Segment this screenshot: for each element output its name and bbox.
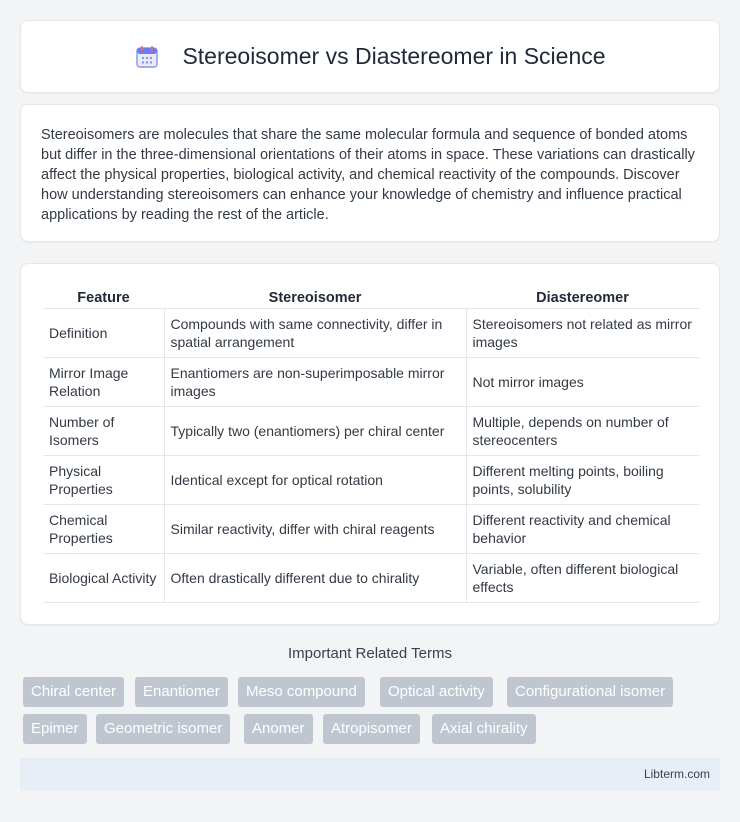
- header-stereoisomer: Stereoisomer: [164, 286, 466, 308]
- header-feature: Feature: [43, 286, 164, 308]
- stereoisomer-cell: Typically two (enantiomers) per chiral center: [164, 406, 466, 455]
- comparison-table: [43, 286, 699, 603]
- stereoisomer-cell: Often drastically different due to chirality: [164, 553, 466, 602]
- related-terms-title: Important Related Terms: [288, 645, 452, 662]
- related-tag-chiral-center[interactable]: Chiral center: [23, 677, 124, 707]
- intro-card: [20, 104, 720, 242]
- related-tag-configurational-isomer[interactable]: Configurational isomer: [507, 677, 673, 707]
- table-header-row: [43, 286, 699, 308]
- stereoisomer-cell: Identical except for optical rotation: [164, 455, 466, 504]
- related-tag-atropisomer[interactable]: Atropisomer: [323, 714, 420, 744]
- related-tag-anomer[interactable]: Anomer: [244, 714, 313, 744]
- related-tag-meso-compound[interactable]: Meso compound: [238, 677, 365, 707]
- diastereomer-cell: Different reactivity and chemical behavior: [466, 504, 699, 553]
- feature-cell: Number of Isomers: [43, 406, 164, 455]
- related-tag-epimer[interactable]: Epimer: [23, 714, 87, 744]
- intro-paragraph: Stereoisomers are molecules that share the same molecular formula and sequence of bonded atoms but differ in the three-dimensional orientations of their atoms in space. These variations can drastically affect the physical properties, biological activity, and chemical reactivity of the compounds. Discover how understanding stereoisomers can enhance your knowledge of chemistry and influence practical applications by reading the rest of the article.: [41, 127, 695, 223]
- diastereomer-cell: Different melting points, boiling points, solubility: [466, 455, 699, 504]
- table-row: [43, 504, 699, 553]
- stereoisomer-cell: Similar reactivity, differ with chiral reagents: [164, 504, 466, 553]
- related-tag-enantiomer[interactable]: Enantiomer: [135, 677, 228, 707]
- title-card: [20, 20, 720, 93]
- header-diastereomer: Diastereomer: [466, 286, 699, 308]
- stereoisomer-cell: Enantiomers are non-superimposable mirror images: [164, 357, 466, 406]
- related-tag-axial-chirality[interactable]: Axial chirality: [432, 714, 536, 744]
- feature-cell: Physical Properties: [43, 455, 164, 504]
- table-row: [43, 553, 699, 602]
- table-row: [43, 357, 699, 406]
- feature-cell: Mirror Image Relation: [43, 357, 164, 406]
- diastereomer-cell: Multiple, depends on number of stereocenters: [466, 406, 699, 455]
- feature-cell: Biological Activity: [43, 553, 164, 602]
- footer-brand-link[interactable]: Libterm.com: [643, 767, 710, 781]
- table-row: [43, 308, 699, 357]
- feature-cell: Definition: [43, 308, 164, 357]
- related-tag-geometric-isomer[interactable]: Geometric isomer: [96, 714, 230, 744]
- footer: [20, 758, 720, 791]
- calendar-icon: [134, 44, 160, 70]
- comparison-card: [20, 263, 720, 625]
- feature-cell: Chemical Properties: [43, 504, 164, 553]
- diastereomer-cell: Not mirror images: [466, 357, 699, 406]
- page-title: Stereoisomer vs Diastereomer in Science: [182, 43, 606, 69]
- diastereomer-cell: Stereoisomers not related as mirror images: [466, 308, 699, 357]
- table-row: [43, 406, 699, 455]
- diastereomer-cell: Variable, often different biological effects: [466, 553, 699, 602]
- table-row: [43, 455, 699, 504]
- stereoisomer-cell: Compounds with same connectivity, differ in spatial arrangement: [164, 308, 466, 357]
- related-tag-optical-activity[interactable]: Optical activity: [380, 677, 493, 707]
